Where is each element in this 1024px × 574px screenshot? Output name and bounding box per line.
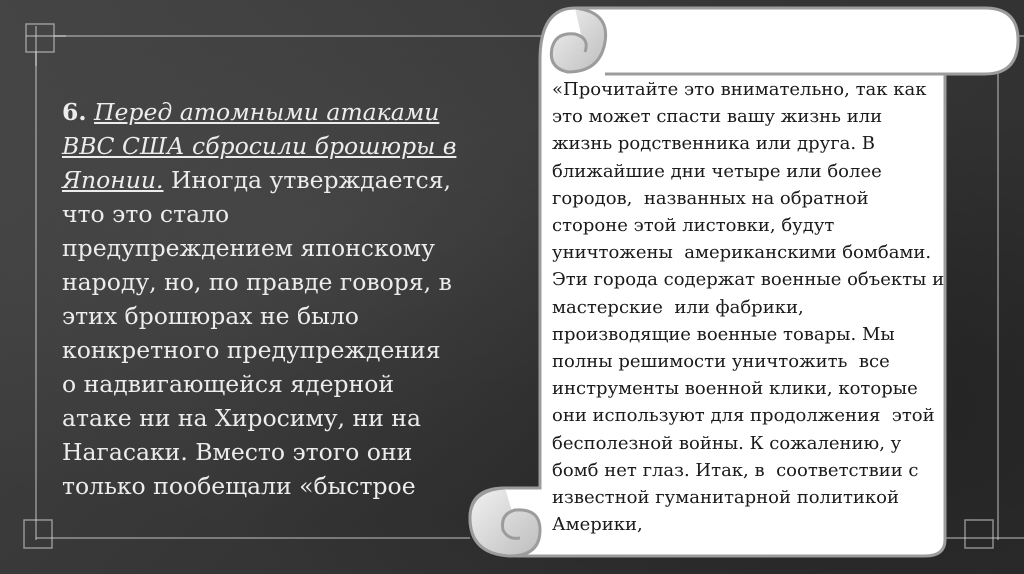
slide-heading: Перед атомными атаками ВВС США сбросили брошюры в Японии. (62, 98, 457, 194)
leaflet-quote: «Прочитайте это внимательно, так как это может спасти вашу жизнь или жизнь родственника или друга. В ближайшие дни четыре или более городов, названных на обратной стороне этой листовки, будут уничтожены американскими бомбами. Эти города содержат военные объекты и мастерские или фабрики, производящие военные товары. Мы полны решимости уничтожить все инструменты военной клики, которые они используют для продолжения этой бесполезной войны. К сожалению, у бомб нет глаз. Итак, в соответствии с известной гуманитарной политикой Америки, (552, 79, 950, 536)
slide-number: 6. (62, 98, 87, 126)
slide-body: Иногда утверждается, что это стало предупреждением японскому народу, но, по правде говоря, в этих брошюрах не было конкретного предупреждения о надвигающейся ядерной атаке ни на Хиросиму, ни на Нагасаки. Вместо этого они только пообещали «быстрое (62, 166, 452, 500)
slide-text (62, 95, 462, 503)
